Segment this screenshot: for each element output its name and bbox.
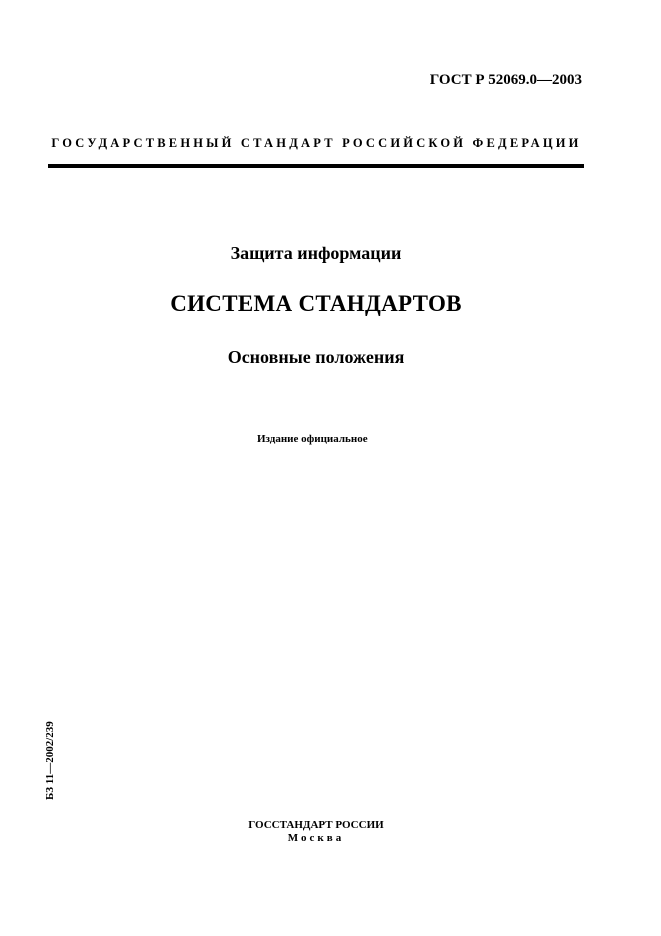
edition-note: Издание официальное [257, 433, 368, 445]
header-rule [48, 164, 584, 168]
document-main-title: СИСТЕМА СТАНДАРТОВ [170, 291, 462, 316]
document-subtitle: Основные положения [227, 347, 405, 367]
side-catalog-code: БЗ 11—2002/239 [44, 721, 56, 800]
document-number: ГОСТ Р 52069.0—2003 [429, 72, 582, 88]
document-topic: Защита информации [230, 243, 402, 263]
publisher-city: Москва [287, 832, 345, 844]
state-standard-heading: ГОСУДАРСТВЕННЫЙ СТАНДАРТ РОССИЙСКОЙ ФЕДЕРАЦИИ [51, 136, 582, 150]
publisher-name: ГОССТАНДАРТ РОССИИ [248, 819, 384, 831]
